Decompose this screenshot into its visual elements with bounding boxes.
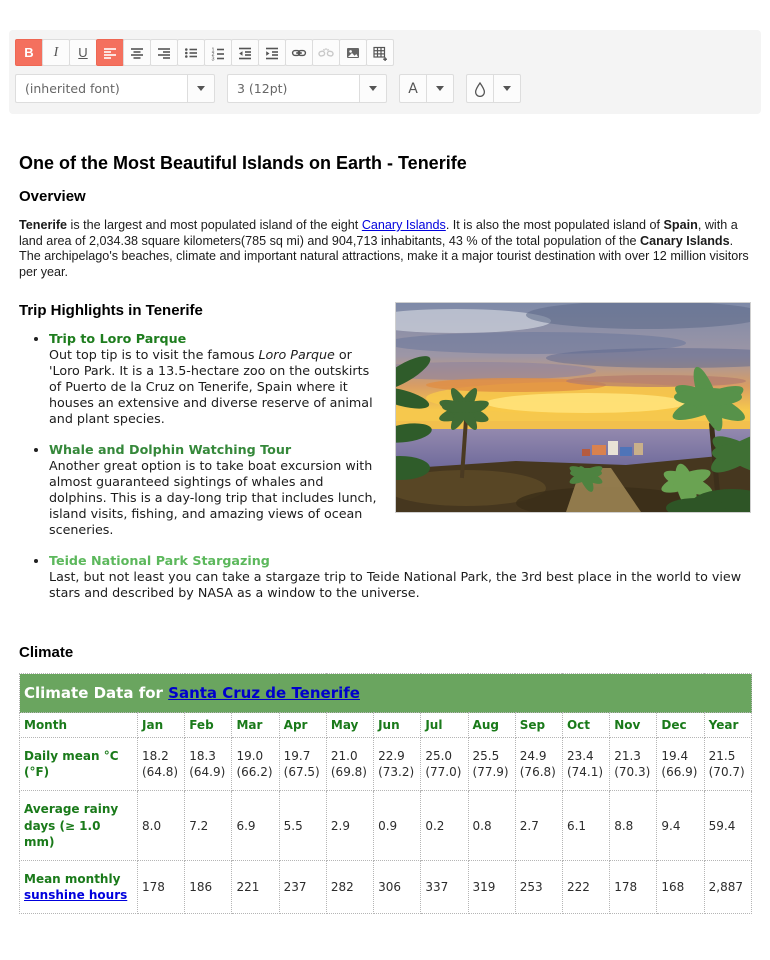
overview-paragraph	[19, 218, 751, 280]
highlight-title: Whale and Dolphin Watching Tour	[49, 442, 292, 457]
table-cell: 18.3 (64.9)	[185, 738, 232, 791]
outdent-button[interactable]	[231, 39, 259, 66]
chevron-down-icon	[369, 86, 377, 91]
santa-cruz-link[interactable]: Santa Cruz de Tenerife	[168, 684, 360, 702]
table-cell: 186	[185, 860, 232, 913]
italic-button[interactable]	[42, 39, 70, 66]
align-center-button[interactable]	[123, 39, 151, 66]
column-header: May	[326, 713, 373, 738]
table-cell: 337	[421, 860, 468, 913]
table-cell: 6.9	[232, 791, 279, 861]
table-cell: 222	[562, 860, 609, 913]
bold-button[interactable]	[15, 39, 43, 66]
unordered-list-icon	[183, 45, 199, 61]
align-left-icon	[102, 45, 118, 61]
column-header: Dec	[657, 713, 704, 738]
ordered-list-button[interactable]	[204, 39, 232, 66]
font-size-combo	[227, 74, 387, 103]
editor-toolbar	[9, 30, 761, 114]
unlink-button[interactable]	[312, 39, 340, 66]
table-icon	[372, 45, 388, 61]
table-cell: 21.5 (70.7)	[704, 738, 751, 791]
bold-text: Canary Islands	[640, 233, 730, 248]
highlight-text-part: or 'Loro Park. It is a 13.5-hectare zoo on the outskirts of Puerto de la Cruz on Tenerife, Spain where it houses an extensive and diverse reserve of animal and plant species.	[49, 347, 373, 426]
toolbar-row-formatting	[15, 39, 755, 66]
column-header: Oct	[562, 713, 609, 738]
font-size-select[interactable]: 3 (12pt)	[227, 74, 359, 103]
canary-islands-link[interactable]: Canary Islands	[361, 218, 446, 232]
text-color-split-button	[399, 74, 454, 103]
column-header: Aug	[468, 713, 515, 738]
table-cell: 6.1	[562, 791, 609, 861]
highlight-text: Last, but not least you can take a stargaze trip to Teide National Park, the 3rd best place in the world to view stars and described by NASA as a window to the universe.	[49, 569, 742, 600]
column-header: Nov	[610, 713, 657, 738]
sunshine-hours-link[interactable]: sunshine hours	[24, 888, 128, 903]
chevron-down-icon	[436, 86, 444, 91]
indent-icon	[264, 45, 280, 61]
underline-icon: U	[78, 45, 88, 60]
font-family-dropdown-button[interactable]	[187, 74, 215, 103]
highlight-text-part: Out top tip is to visit the famous	[49, 347, 259, 362]
droplet-icon	[472, 81, 488, 97]
table-cell: 24.9 (76.8)	[515, 738, 562, 791]
table-row	[20, 860, 752, 913]
text-color-icon: A	[408, 80, 418, 97]
text-color-button[interactable]	[399, 74, 427, 103]
climate-table	[19, 673, 752, 914]
column-header: Feb	[185, 713, 232, 738]
table-row	[20, 738, 752, 791]
table-cell: 0.8	[468, 791, 515, 861]
table-cell: 25.5 (77.9)	[468, 738, 515, 791]
overview-heading: Overview	[19, 188, 86, 205]
table-cell: 5.5	[279, 791, 326, 861]
paragraph-text: , with a land area of 2,034.38 square kilometers(785 sq mi) and 904,713 inhabitants, 43 % of the total population of the	[19, 218, 738, 248]
table-cell: 7.2	[185, 791, 232, 861]
rich-text-editor	[9, 30, 761, 914]
table-cell: 306	[374, 860, 421, 913]
highlight-text: Another great option is to take boat excursion with almost guaranteed sightings of whales and dolphins. This is a day-long trip that includes lunch, island visits, fishing, and amazing views of ocean sceneries.	[49, 458, 377, 537]
column-header: Year	[704, 713, 751, 738]
column-header: Jan	[138, 713, 185, 738]
italic-icon: I	[53, 44, 59, 60]
chevron-down-icon	[197, 86, 205, 91]
insert-link-button[interactable]	[285, 39, 313, 66]
table-cell: 21.0 (69.8)	[326, 738, 373, 791]
paragraph-text: . It is also the most populated island of	[445, 218, 664, 232]
table-cell: 59.4	[704, 791, 751, 861]
list-item	[49, 553, 751, 601]
link-icon	[291, 45, 307, 61]
table-cell: 168	[657, 860, 704, 913]
column-header: Jun	[374, 713, 421, 738]
svg-text:1: 1	[211, 46, 215, 53]
highlights-heading: Trip Highlights in Tenerife	[19, 302, 203, 319]
font-family-combo	[15, 74, 215, 103]
align-center-icon	[129, 45, 145, 61]
insert-table-button[interactable]	[366, 39, 394, 66]
highlight-title: Trip to Loro Parque	[49, 331, 187, 346]
highlight-color-dropdown-button[interactable]	[493, 74, 521, 103]
table-cell: 23.4 (74.1)	[562, 738, 609, 791]
editor-content[interactable]	[9, 153, 761, 914]
table-cell: 221	[232, 860, 279, 913]
table-cell: 0.2	[421, 791, 468, 861]
highlights-section	[19, 302, 751, 616]
chevron-down-icon	[503, 86, 511, 91]
bold-icon: B	[24, 45, 34, 60]
highlight-color-button[interactable]	[466, 74, 494, 103]
sunset-photo-graphic	[396, 303, 750, 512]
toolbar-row-fonts	[15, 74, 755, 103]
table-cell: 22.9 (73.2)	[374, 738, 421, 791]
table-cell: 19.7 (67.5)	[279, 738, 326, 791]
align-right-icon	[156, 45, 172, 61]
insert-image-button[interactable]	[339, 39, 367, 66]
indent-button[interactable]	[258, 39, 286, 66]
table-cell: 2,887	[704, 860, 751, 913]
climate-heading: Climate	[19, 644, 74, 661]
svg-text:3: 3	[211, 55, 215, 61]
column-header: Sep	[515, 713, 562, 738]
outdent-icon	[237, 45, 253, 61]
highlight-title: Teide National Park Stargazing	[49, 553, 270, 568]
table-caption-row	[20, 674, 752, 713]
table-cell: 9.4	[657, 791, 704, 861]
image-icon	[345, 45, 361, 61]
column-header: Mar	[232, 713, 279, 738]
article-title: One of the Most Beautiful Islands on Earth - Tenerife	[19, 153, 467, 173]
highlight-text	[49, 347, 373, 426]
table-cell: 19.0 (66.2)	[232, 738, 279, 791]
table-caption	[20, 674, 752, 713]
column-header: Jul	[421, 713, 468, 738]
table-cell: 21.3 (70.3)	[610, 738, 657, 791]
paragraph-text: . The archipelago's beaches, climate and important natural attractions, make it a major tourist destination with over 12 million visitors per year.	[19, 233, 749, 279]
table-cell: 19.4 (66.9)	[657, 738, 704, 791]
table-cell: 2.9	[326, 791, 373, 861]
row-label: Average rainy days (≥ 1.0 mm)	[20, 791, 138, 861]
row-label: Mean monthly sunshine hours	[20, 860, 138, 913]
table-cell: 178	[610, 860, 657, 913]
table-cell: 8.8	[610, 791, 657, 861]
caption-text: Climate Data for	[24, 684, 169, 702]
table-cell: 319	[468, 860, 515, 913]
table-cell: 8.0	[138, 791, 185, 861]
table-header-row	[20, 713, 752, 738]
table-cell: 178	[138, 860, 185, 913]
table-cell: 282	[326, 860, 373, 913]
italic-text: Loro Parque	[258, 347, 335, 362]
highlight-color-split-button	[466, 74, 521, 103]
underline-button[interactable]	[69, 39, 97, 66]
svg-text:2: 2	[211, 51, 215, 58]
row-label: Daily mean °C (°F)	[20, 738, 138, 791]
bold-text: Spain	[663, 218, 698, 232]
paragraph-text: is the largest and most populated island of the eight	[67, 218, 362, 232]
table-cell: 0.9	[374, 791, 421, 861]
align-left-button[interactable]	[96, 39, 124, 66]
bold-text: Tenerife	[19, 218, 68, 232]
align-right-button[interactable]	[150, 39, 178, 66]
table-row	[20, 791, 752, 861]
table-cell: 18.2 (64.8)	[138, 738, 185, 791]
tenerife-sunset-photo[interactable]	[395, 302, 751, 513]
font-family-select[interactable]: (inherited font)	[15, 74, 187, 103]
text-color-dropdown-button[interactable]	[426, 74, 454, 103]
ordered-list-icon	[210, 45, 226, 61]
table-cell: 2.7	[515, 791, 562, 861]
table-cell: 253	[515, 860, 562, 913]
unlink-icon	[318, 45, 334, 61]
table-cell: 237	[279, 860, 326, 913]
table-cell: 25.0 (77.0)	[421, 738, 468, 791]
font-size-dropdown-button[interactable]	[359, 74, 387, 103]
column-header: Apr	[279, 713, 326, 738]
table-body	[20, 738, 752, 914]
unordered-list-button[interactable]	[177, 39, 205, 66]
column-header: Month	[20, 713, 138, 738]
